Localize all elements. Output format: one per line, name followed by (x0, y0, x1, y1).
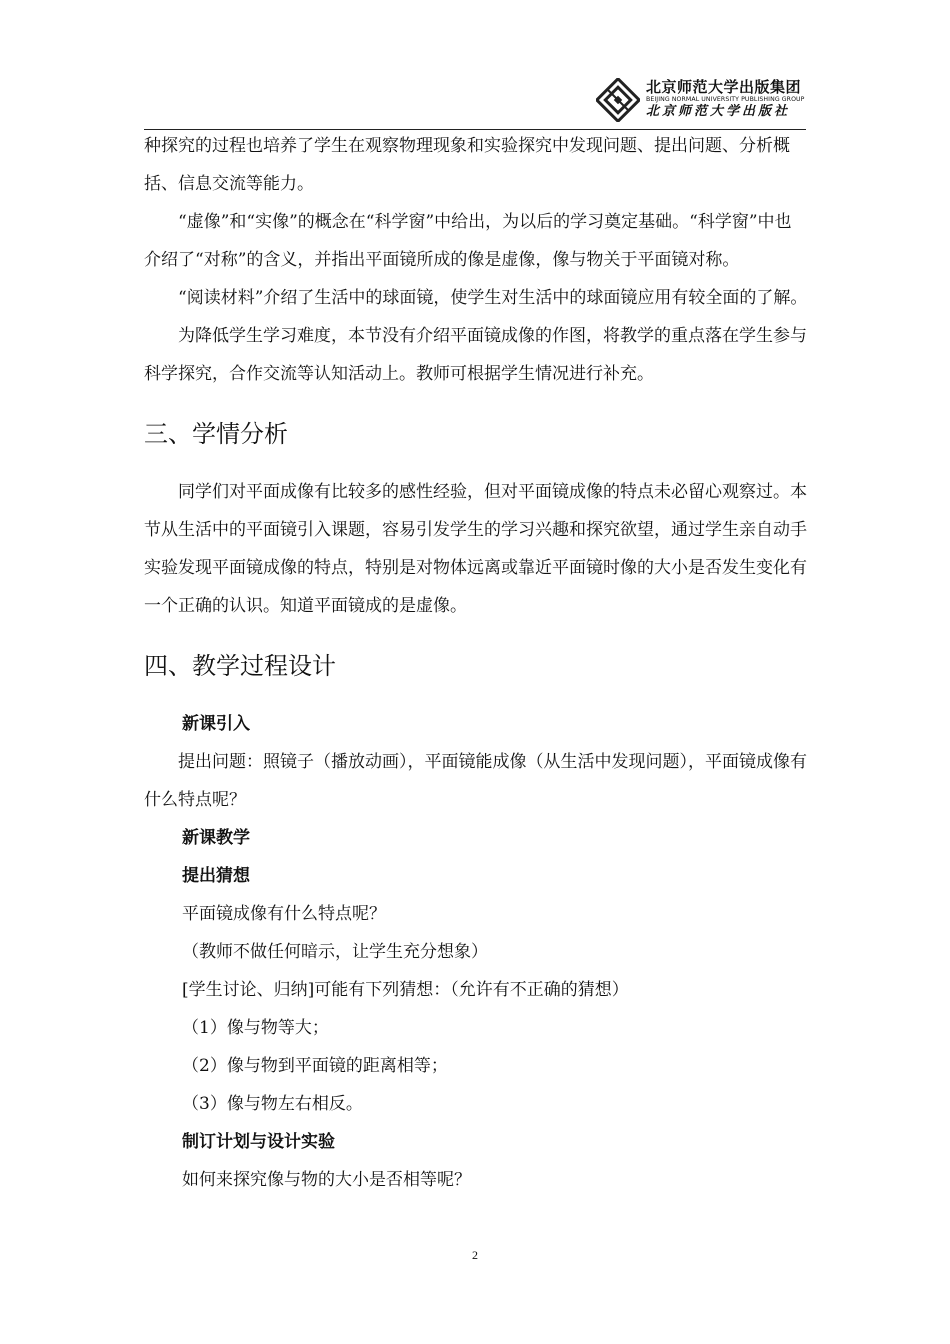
paragraph: （教师不做任何暗示，让学生充分想象） (182, 942, 488, 962)
paragraph: “阅读材料”介绍了生活中的球面镜，使学生对生活中的球面镜应用有较全面的了解。 (178, 288, 808, 308)
paragraph: 为降低学生学习难度，本节没有介绍平面镜成像的作图，将教学的重点落在学生参与科学探究，合作交流等认知活动上。教师可根据学生情况进行补充。 (144, 326, 807, 384)
paragraph: “虚像”和“实像”的概念在“科学窗”中给出，为以后的学习奠定基础。“科学窗”中也介绍了“对称”的含义，并指出平面镜所成的像是虚像，像与物关于平面镜对称。 (144, 212, 792, 270)
publisher-name-cn: 北京师范大学出版集团 (646, 78, 802, 96)
page-number: 2 (472, 1248, 478, 1262)
paragraph: 种探究的过程也培养了学生在观察物理现象和实验探究中发现问题、提出问题、分析概括、信息交流等能力。 (144, 136, 790, 194)
paragraph: 如何来探究像与物的大小是否相等呢？ (182, 1170, 471, 1190)
subheading: 新课引入 (182, 714, 250, 734)
list-item: （3）像与物左右相反。 (182, 1094, 363, 1114)
section-heading: 四、教学过程设计 (144, 652, 336, 680)
paragraph: 平面镜成像有什么特点呢？ (182, 904, 386, 924)
publisher-name-block (646, 78, 816, 120)
list-item: （1）像与物等大； (182, 1018, 329, 1038)
document-body (144, 127, 808, 1199)
subheading: 新课教学 (182, 828, 250, 848)
publisher-press-cn: 北京师范大学出版社 (646, 104, 791, 119)
subheading: 提出猜想 (182, 866, 250, 886)
list-item: （2）像与物到平面镜的距离相等； (182, 1056, 448, 1076)
paragraph: 同学们对平面成像有比较多的感性经验，但对平面镜成像的特点未必留心观察过。本节从生活中的平面镜引入课题，容易引发学生的学习兴趣和探究欲望，通过学生亲自动手实验发现平面镜成像的特点，特别是对物体远离或靠近平面镜时像的大小是否发生变化有一个正确的认识。知道平面镜成的是虚像。 (144, 482, 807, 616)
subheading: 制订计划与设计实验 (182, 1132, 335, 1152)
section-heading: 三、学情分析 (144, 420, 288, 448)
paragraph: [学生讨论、归纳]可能有下列猜想：（允许有不正确的猜想） (182, 980, 629, 1000)
publisher-name-en: BEIJING NORMAL UNIVERSITY PUBLISHING GROUP (646, 96, 805, 103)
publisher-logo (596, 78, 640, 122)
paragraph: 提出问题：照镜子（播放动画），平面镜能成像（从生活中发现问题），平面镜成像有什么特点呢？ (144, 752, 807, 810)
